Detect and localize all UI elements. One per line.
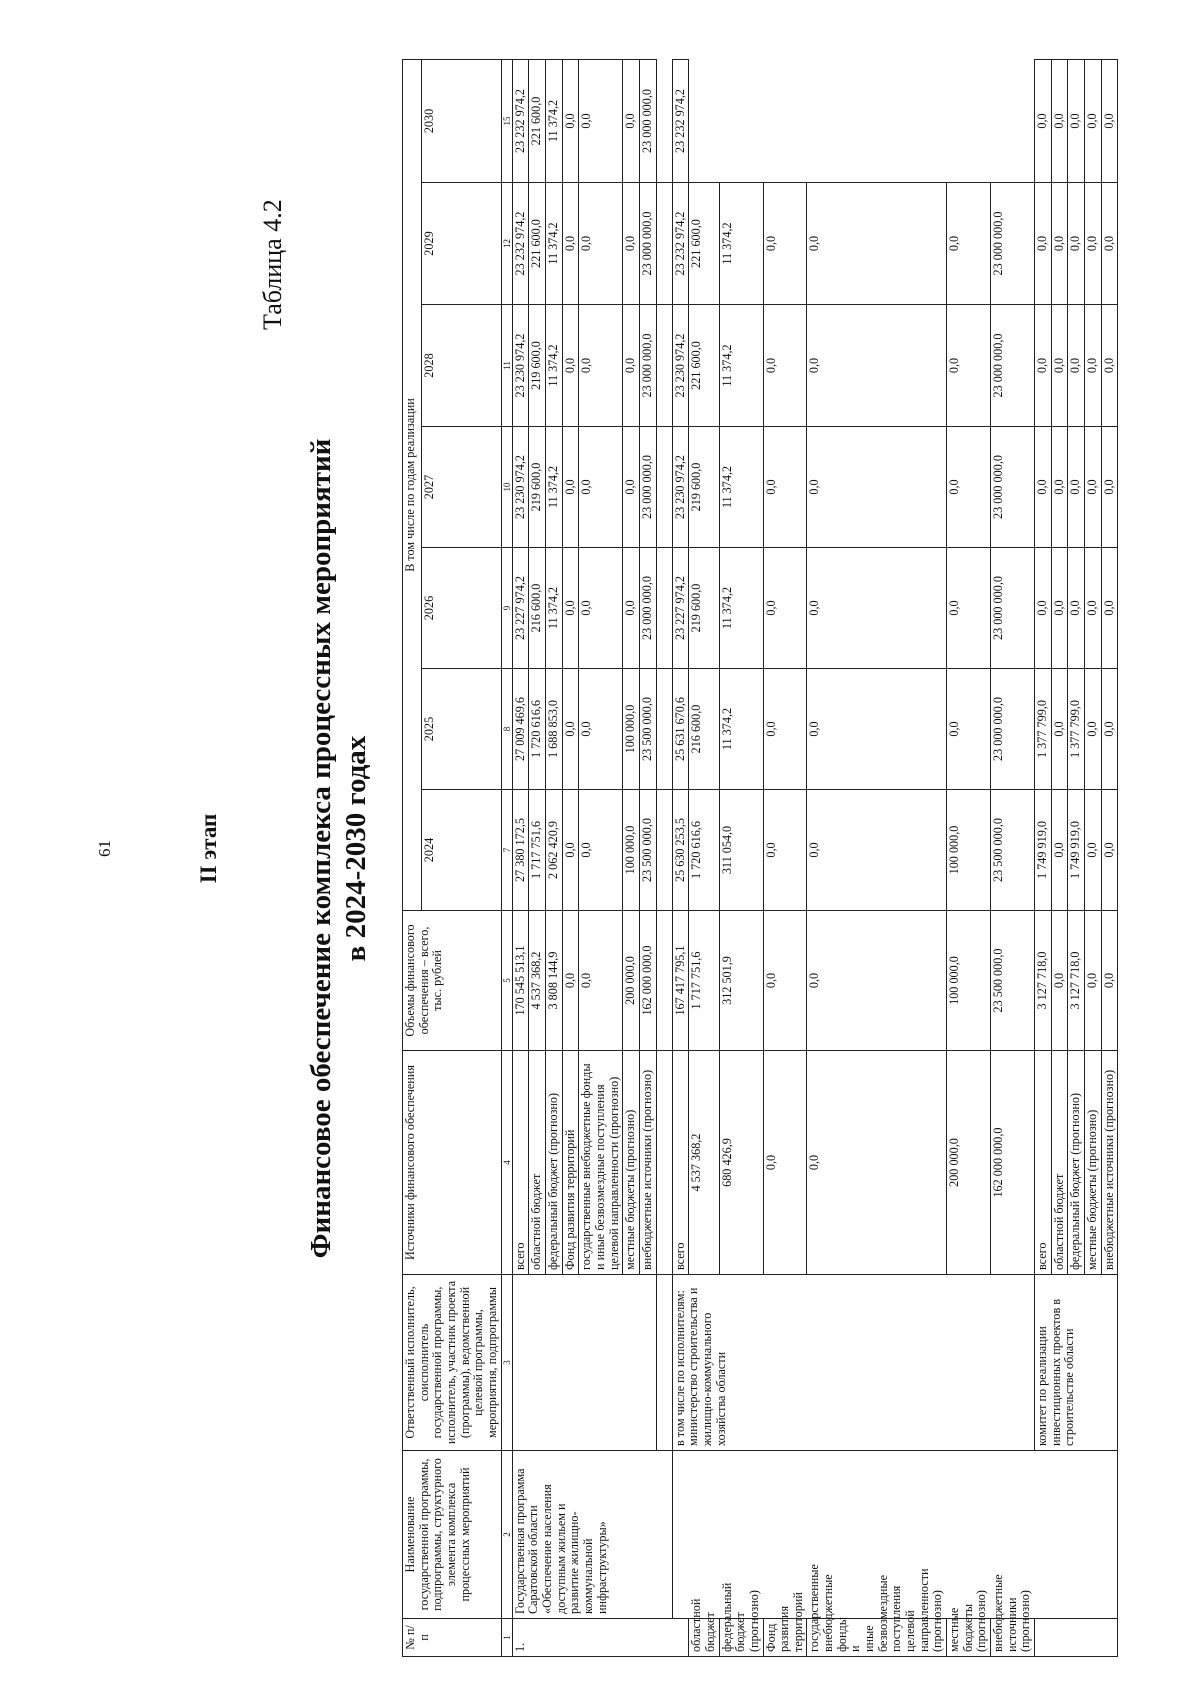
value-cell: 0,0 xyxy=(579,548,623,669)
value-cell: 11 374,2 xyxy=(719,305,763,427)
spacer-cell xyxy=(656,911,672,1051)
value-cell: 0,0 xyxy=(1101,305,1118,427)
header-executor: Ответственный исполнитель, соисполнитель государственной программы, исполнитель, участник проекта (программы), ведомственной целевой программы, мероприятия, подпрограммы xyxy=(403,1275,502,1451)
value-cell: 23 000 000,0 xyxy=(639,427,656,548)
value-cell: 23 000 000,0 xyxy=(639,59,656,182)
spacer-cell xyxy=(656,548,672,669)
header-source: Источники финансового обеспечения xyxy=(403,1051,502,1275)
value-cell: 0,0 xyxy=(1084,183,1101,305)
value-cell: 4 537 368,2 xyxy=(529,911,546,1051)
value-cell: 0,0 xyxy=(623,305,640,427)
table-row xyxy=(512,59,529,1656)
value-cell: 0,0 xyxy=(1101,183,1118,305)
value-cell: 0,0 xyxy=(763,911,807,1051)
value-cell: 0,0 xyxy=(763,790,807,911)
value-cell: 0,0 xyxy=(763,1051,807,1275)
value-cell: 0,0 xyxy=(623,183,640,305)
spacer-row xyxy=(656,59,672,1656)
value-cell: 0,0 xyxy=(1068,548,1085,669)
financing-table xyxy=(402,59,1118,1657)
value-cell: 1 377 799,0 xyxy=(1034,669,1051,790)
value-cell: 0,0 xyxy=(562,59,579,182)
value-cell: 2 062 420,9 xyxy=(545,790,562,911)
value-cell: 0,0 xyxy=(807,790,947,911)
source-cell: областной бюджет xyxy=(1051,1051,1068,1275)
value-cell: 0,0 xyxy=(579,59,623,182)
source-cell: государственные внебюджетные фонды и иные безвозмездные поступления целевой направленности (прогнозно) xyxy=(807,1619,947,1657)
value-cell: 23 000 000,0 xyxy=(639,548,656,669)
value-cell: 23 000 000,0 xyxy=(991,548,1035,669)
column-index: 11 xyxy=(501,305,512,427)
value-cell: 23 227 974,2 xyxy=(512,548,529,669)
source-cell: федеральный бюджет (прогнозно) xyxy=(1068,1051,1085,1275)
value-cell: 0,0 xyxy=(1084,669,1101,790)
value-cell: 0,0 xyxy=(807,669,947,790)
value-cell: 100 000,0 xyxy=(623,790,640,911)
value-cell: 1 749 919,0 xyxy=(1034,790,1051,911)
value-cell: 170 545 513,1 xyxy=(512,911,529,1051)
value-cell: 0,0 xyxy=(1034,183,1051,305)
value-cell: 0,0 xyxy=(623,59,640,182)
value-cell: 0,0 xyxy=(562,183,579,305)
value-cell: 23 500 000,0 xyxy=(991,790,1035,911)
value-cell: 23 500 000,0 xyxy=(639,790,656,911)
value-cell: 0,0 xyxy=(1084,911,1101,1051)
value-cell: 221 600,0 xyxy=(529,59,546,182)
value-cell: 0,0 xyxy=(947,305,991,427)
column-index: 12 xyxy=(501,183,512,305)
header-by-years: В том числе по годам реализации xyxy=(403,59,422,910)
header-num: № п/п xyxy=(403,1619,502,1657)
column-index: 3 xyxy=(501,1275,512,1451)
source-cell: местные бюджеты (прогнозно) xyxy=(623,1051,640,1275)
value-cell: 0,0 xyxy=(579,305,623,427)
value-cell: 4 537 368,2 xyxy=(689,1051,719,1275)
source-cell: областной бюджет xyxy=(689,1619,719,1657)
spacer-cell xyxy=(656,427,672,548)
value-cell: 23 000 000,0 xyxy=(991,305,1035,427)
column-index: 10 xyxy=(501,427,512,548)
value-cell: 216 600,0 xyxy=(689,669,719,790)
value-cell: 0,0 xyxy=(623,548,640,669)
value-cell: 1 717 751,6 xyxy=(529,790,546,911)
header-year: 2029 xyxy=(421,183,501,305)
source-cell: федеральный бюджет (прогнозно) xyxy=(545,1051,562,1275)
value-cell: 0,0 xyxy=(1084,427,1101,548)
value-cell: 3 127 718,0 xyxy=(1068,911,1085,1051)
value-cell: 167 417 795,1 xyxy=(672,911,689,1051)
value-cell: 11 374,2 xyxy=(719,669,763,790)
value-cell: 312 501,9 xyxy=(719,911,763,1051)
value-cell: 1 377 799,0 xyxy=(1068,669,1085,790)
value-cell: 0,0 xyxy=(579,183,623,305)
value-cell: 23 230 974,2 xyxy=(512,427,529,548)
program-number: 1. xyxy=(512,1619,689,1657)
value-cell: 100 000,0 xyxy=(947,911,991,1051)
value-cell: 11 374,2 xyxy=(719,427,763,548)
value-cell: 0,0 xyxy=(562,911,579,1051)
spacer-cell xyxy=(656,1275,672,1451)
executor-num-cell xyxy=(1034,1619,1117,1657)
page-number: 61 xyxy=(95,840,114,857)
header-year: 2030 xyxy=(421,59,501,182)
value-cell: 23 232 974,2 xyxy=(512,183,529,305)
value-cell: 100 000,0 xyxy=(947,790,991,911)
column-index: 9 xyxy=(501,548,512,669)
value-cell: 11 374,2 xyxy=(545,548,562,669)
value-cell: 0,0 xyxy=(807,183,947,305)
spacer-cell xyxy=(656,1051,672,1275)
value-cell: 0,0 xyxy=(562,305,579,427)
column-index: 1 xyxy=(501,1619,512,1657)
value-cell: 0,0 xyxy=(1101,59,1118,182)
value-cell: 0,0 xyxy=(1084,790,1101,911)
source-cell: Фонд развития территорий xyxy=(562,1051,579,1275)
value-cell: 0,0 xyxy=(1101,669,1118,790)
value-cell: 219 600,0 xyxy=(689,548,719,669)
source-cell: местные бюджеты (прогнозно) xyxy=(1084,1051,1101,1275)
value-cell: 0,0 xyxy=(579,790,623,911)
table-row xyxy=(1034,59,1051,1656)
value-cell: 1 717 751,6 xyxy=(689,911,719,1051)
value-cell: 221 600,0 xyxy=(529,183,546,305)
value-cell: 0,0 xyxy=(763,183,807,305)
value-cell: 0,0 xyxy=(1068,427,1085,548)
value-cell: 100 000,0 xyxy=(623,669,640,790)
value-cell: 216 600,0 xyxy=(529,548,546,669)
executor-name xyxy=(1034,1275,1117,1451)
value-cell: 0,0 xyxy=(1051,305,1068,427)
column-index: 8 xyxy=(501,669,512,790)
source-cell: государственные внебюджетные фонды и иные безвозмездные поступления целевой направленности (прогнозно) xyxy=(579,1051,623,1275)
executor-group-label: в том числе по исполнителям: xyxy=(672,1290,687,1446)
value-cell: 23 232 974,2 xyxy=(672,183,689,305)
column-index: 2 xyxy=(501,1451,512,1619)
column-index: 15 xyxy=(501,59,512,182)
value-cell: 0,0 xyxy=(1101,911,1118,1051)
value-cell: 0,0 xyxy=(1084,305,1101,427)
value-cell: 0,0 xyxy=(1068,305,1085,427)
value-cell: 1 720 616,6 xyxy=(529,669,546,790)
value-cell: 162 000 000,0 xyxy=(991,1051,1035,1275)
value-cell: 0,0 xyxy=(562,427,579,548)
value-cell: 23 000 000,0 xyxy=(639,305,656,427)
value-cell: 221 600,0 xyxy=(689,305,719,427)
header-row xyxy=(403,59,422,1656)
value-cell: 23 500 000,0 xyxy=(991,911,1035,1051)
value-cell: 0,0 xyxy=(1034,427,1051,548)
value-cell: 0,0 xyxy=(1051,790,1068,911)
value-cell: 0,0 xyxy=(947,669,991,790)
program-name: Государственная программа Саратовской области «Обеспечение населения доступным жильем и развитие жилищно-коммунальной инфраструктуры» xyxy=(512,1451,672,1619)
value-cell: 0,0 xyxy=(579,427,623,548)
value-cell: 23 230 974,2 xyxy=(672,305,689,427)
value-cell: 0,0 xyxy=(1101,427,1118,548)
value-cell: 11 374,2 xyxy=(545,305,562,427)
header-name: Наименование государственной программы, подпрограммы, структурного элемента комплекса процессных мероприятий xyxy=(403,1451,502,1619)
value-cell: 25 630 253,5 xyxy=(672,790,689,911)
table-row xyxy=(672,59,689,1656)
value-cell: 0,0 xyxy=(947,548,991,669)
value-cell: 0,0 xyxy=(1101,790,1118,911)
spacer-cell xyxy=(656,669,672,790)
value-cell: 0,0 xyxy=(1051,548,1068,669)
value-cell: 27 380 172,5 xyxy=(512,790,529,911)
source-cell: внебюджетные источники (прогнозно) xyxy=(639,1051,656,1275)
value-cell: 219 600,0 xyxy=(529,427,546,548)
value-cell: 23 000 000,0 xyxy=(639,183,656,305)
value-cell: 0,0 xyxy=(562,790,579,911)
value-cell: 0,0 xyxy=(1051,911,1068,1051)
header-year: 2025 xyxy=(421,669,501,790)
value-cell: 0,0 xyxy=(623,427,640,548)
value-cell: 0,0 xyxy=(763,669,807,790)
column-index: 7 xyxy=(501,790,512,911)
value-cell: 23 232 974,2 xyxy=(672,59,689,182)
source-cell: местные бюджеты (прогнозно) xyxy=(947,1619,991,1657)
value-cell: 23 230 974,2 xyxy=(672,427,689,548)
value-cell: 311 054,0 xyxy=(719,790,763,911)
header-year: 2027 xyxy=(421,427,501,548)
value-cell: 0,0 xyxy=(807,1051,947,1275)
value-cell: 0,0 xyxy=(947,427,991,548)
value-cell: 0,0 xyxy=(1068,59,1085,182)
value-cell: 11 374,2 xyxy=(545,59,562,182)
value-cell: 1 720 616,6 xyxy=(689,790,719,911)
value-cell: 3 808 144,9 xyxy=(545,911,562,1051)
column-index: 5 xyxy=(501,911,512,1051)
value-cell: 23 230 974,2 xyxy=(512,305,529,427)
value-cell: 0,0 xyxy=(807,911,947,1051)
value-cell: 0,0 xyxy=(763,427,807,548)
value-cell: 162 000 000,0 xyxy=(639,911,656,1051)
value-cell: 0,0 xyxy=(1034,305,1051,427)
value-cell: 23 232 974,2 xyxy=(512,59,529,182)
header-year: 2028 xyxy=(421,305,501,427)
value-cell: 3 127 718,0 xyxy=(1034,911,1051,1051)
page-subtitle: в 2024-2030 годах xyxy=(340,735,372,962)
value-cell: 0,0 xyxy=(1068,183,1085,305)
value-cell: 0,0 xyxy=(579,669,623,790)
page-title: Финансовое обеспечение комплекса процессных мероприятий xyxy=(305,438,337,1259)
source-cell: всего xyxy=(1034,1051,1051,1275)
value-cell: 0,0 xyxy=(807,548,947,669)
source-cell: федеральный бюджет (прогнозно) xyxy=(719,1619,763,1657)
column-index-row xyxy=(501,59,512,1656)
program-executor xyxy=(512,1275,656,1451)
value-cell: 23 000 000,0 xyxy=(991,183,1035,305)
value-cell: 680 426,9 xyxy=(719,1051,763,1275)
value-cell: 0,0 xyxy=(579,911,623,1051)
value-cell: 23 000 000,0 xyxy=(991,427,1035,548)
value-cell: 1 688 853,0 xyxy=(545,669,562,790)
value-cell: 0,0 xyxy=(1084,59,1101,182)
value-cell: 0,0 xyxy=(1051,183,1068,305)
value-cell: 200 000,0 xyxy=(623,911,640,1051)
value-cell: 219 600,0 xyxy=(529,305,546,427)
value-cell: 0,0 xyxy=(763,548,807,669)
value-cell: 0,0 xyxy=(807,305,947,427)
value-cell: 0,0 xyxy=(1051,59,1068,182)
value-cell: 1 749 919,0 xyxy=(1068,790,1085,911)
value-cell: 0,0 xyxy=(1051,669,1068,790)
value-cell: 200 000,0 xyxy=(947,1051,991,1275)
stage-label: II этап xyxy=(196,813,221,884)
value-cell: 0,0 xyxy=(763,305,807,427)
value-cell: 23 227 974,2 xyxy=(672,548,689,669)
value-cell: 0,0 xyxy=(1034,59,1051,182)
header-year: 2026 xyxy=(421,548,501,669)
column-index: 4 xyxy=(501,1051,512,1275)
value-cell: 25 631 670,6 xyxy=(672,669,689,790)
executor-title: министерство строительства и жилищно-коммунального хозяйства области xyxy=(686,1287,728,1446)
value-cell: 11 374,2 xyxy=(719,183,763,305)
header-year: 2024 xyxy=(421,790,501,911)
value-cell: 11 374,2 xyxy=(545,427,562,548)
source-cell: всего xyxy=(512,1051,529,1275)
value-cell: 0,0 xyxy=(562,548,579,669)
value-cell: 0,0 xyxy=(947,183,991,305)
source-cell: Фонд развития территорий xyxy=(763,1619,807,1657)
table-body xyxy=(512,59,1118,1656)
source-cell: внебюджетные источники (прогнозно) xyxy=(991,1619,1035,1657)
spacer-cell xyxy=(656,790,672,911)
source-cell: всего xyxy=(672,1051,689,1275)
value-cell: 0,0 xyxy=(807,427,947,548)
executor-title: комитет по реализации инвестиционных проектов в строительстве области xyxy=(1034,1298,1077,1446)
value-cell: 23 500 000,0 xyxy=(639,669,656,790)
source-cell: областной бюджет xyxy=(529,1051,546,1275)
value-cell: 221 600,0 xyxy=(689,183,719,305)
value-cell: 11 374,2 xyxy=(719,548,763,669)
value-cell: 11 374,2 xyxy=(545,183,562,305)
value-cell: 0,0 xyxy=(1034,548,1051,669)
header-total: Объемы финансового обеспечения – всего, тыс. рублей xyxy=(403,911,502,1051)
spacer-cell xyxy=(656,305,672,427)
executor-name xyxy=(672,1275,1034,1451)
value-cell: 0,0 xyxy=(1101,548,1118,669)
source-cell: внебюджетные источники (прогнозно) xyxy=(1101,1051,1118,1275)
value-cell: 23 000 000,0 xyxy=(991,669,1035,790)
table-caption: Таблица 4.2 xyxy=(258,199,287,330)
value-cell: 219 600,0 xyxy=(689,427,719,548)
value-cell: 0,0 xyxy=(1084,548,1101,669)
value-cell: 0,0 xyxy=(562,669,579,790)
value-cell: 0,0 xyxy=(1051,427,1068,548)
value-cell: 27 009 469,6 xyxy=(512,669,529,790)
spacer-cell xyxy=(656,183,672,305)
